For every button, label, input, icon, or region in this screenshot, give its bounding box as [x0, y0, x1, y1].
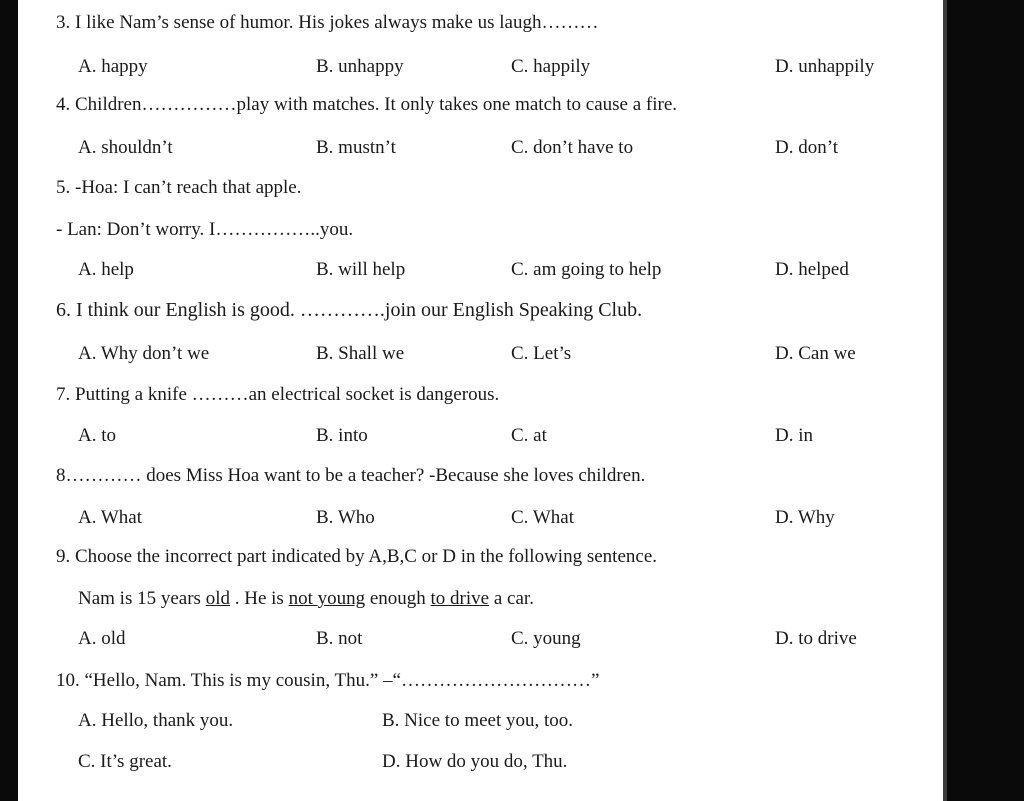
question-4-option-a: A. shouldn’t [78, 137, 173, 158]
question-10-option-a: A. Hello, thank you. [78, 710, 234, 731]
question-9-option-c: C. young [511, 628, 581, 649]
sentence-part-2: . He is [229, 588, 289, 609]
question-4-option-c: C. don’t have to [511, 137, 634, 158]
page-edge-divider [943, 0, 947, 801]
question-5-option-a: A. help [78, 259, 134, 280]
question-6-option-a: A. Why don’t we [78, 343, 210, 364]
question-6-option-c: C. Let’s [511, 343, 572, 364]
question-9-sentence [78, 588, 534, 610]
question-10-option-b: B. Nice to meet you, too. [382, 710, 574, 731]
worksheet-page [18, 0, 943, 801]
question-9-option-a: A. old [78, 628, 126, 649]
question-8-option-d: D. Why [775, 507, 835, 528]
question-5-stem: 5. -Hoa: I can’t reach that apple. [56, 177, 302, 198]
question-8-option-c: C. What [511, 507, 574, 528]
question-7-option-a: A. to [78, 425, 116, 446]
question-9-option-d: D. to drive [775, 628, 857, 649]
question-7-option-c: C. at [511, 425, 547, 446]
underlined-part-c: young [317, 588, 366, 609]
question-4-option-b: B. mustn’t [316, 137, 396, 158]
question-3-option-b: B. unhappy [316, 56, 404, 77]
question-3-option-c: C. happily [511, 56, 591, 77]
question-6-stem: 6. I think our English is good. ………….join our English Speaking Club. [56, 299, 643, 321]
question-3-option-d: D. unhappily [775, 56, 875, 77]
sentence-part-4: enough [365, 588, 431, 609]
question-4-stem: 4. Children……………play with matches. It only takes one match to cause a fire. [56, 94, 678, 115]
question-5-option-b: B. will help [316, 259, 406, 280]
question-9-stem: 9. Choose the incorrect part indicated by A,B,C or D in the following sentence. [56, 546, 657, 567]
question-4-option-d: D. don’t [775, 137, 838, 158]
question-8-stem: 8………… does Miss Hoa want to be a teacher? -Because she loves children. [56, 465, 646, 486]
question-3-option-a: A. happy [78, 56, 148, 77]
question-7-stem: 7. Putting a knife ………an electrical socket is dangerous. [56, 384, 500, 405]
question-6-option-b: B. Shall we [316, 343, 405, 364]
sentence-part-1: Nam is 15 years [78, 588, 206, 609]
question-10-stem: 10. “Hello, Nam. This is my cousin, Thu.” –“…………………………” [56, 670, 600, 691]
question-6-option-d: D. Can we [775, 343, 856, 364]
underlined-part-b: not [288, 588, 318, 609]
question-5-option-c: C. am going to help [511, 259, 662, 280]
question-7-option-b: B. into [316, 425, 368, 446]
question-5-option-d: D. helped [775, 259, 849, 280]
sentence-part-5: a car. [489, 588, 534, 609]
question-8-option-b: B. Who [316, 507, 375, 528]
underlined-part-a: old [205, 588, 230, 609]
question-7-option-d: D. in [775, 425, 813, 446]
question-5-stem-2: - Lan: Don’t worry. I……………..you. [56, 219, 354, 240]
question-3-stem: 3. I like Nam’s sense of humor. His jokes always make us laugh……… [56, 12, 599, 33]
question-10-option-d: D. How do you do, Thu. [382, 751, 568, 772]
question-8-option-a: A. What [78, 507, 143, 528]
question-9-option-b: B. not [316, 628, 363, 649]
question-10-option-c: C. It’s great. [78, 751, 172, 772]
underlined-part-d: to drive [430, 588, 490, 609]
